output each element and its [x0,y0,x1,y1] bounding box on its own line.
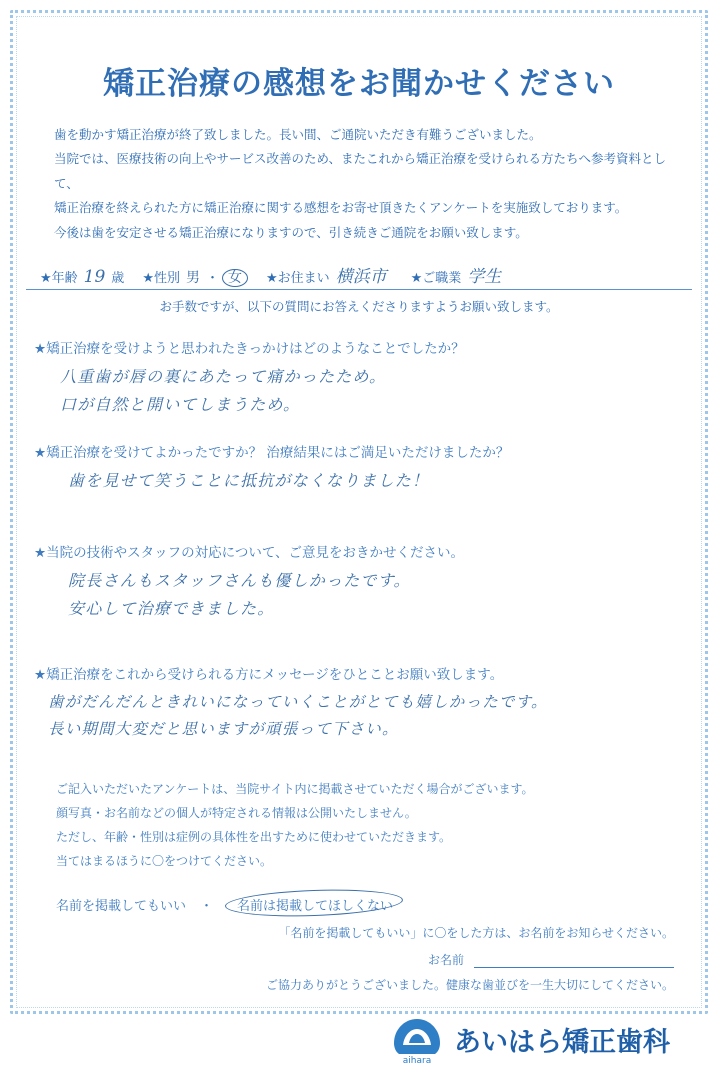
logo-mark-caption: aihara [402,1056,432,1066]
name-field-row [26,951,692,968]
occupation-value: 学生 [467,266,502,287]
age-label: ★年齢 [40,270,78,286]
privacy-note-4: 当てはまるほうに〇をつけてください。 [56,854,273,869]
respondent-profile-line [26,261,692,290]
intro-line-3: 矯正治療を終えられた方に矯正治療に関する感想をお寄せ頂きたくアンケートを実施致しております。 [54,200,628,216]
question-prompt-2: ★矯正治療を受けてよかったですか？ 治療結果にはご満足いただけましたか？ [34,444,510,461]
question-answer-3 [34,567,692,623]
name-publication-choice [26,893,692,916]
name-field-input[interactable] [474,956,674,968]
intro-line-4: 今後は歯を安定させる矯正治療になりますので、引き続きご通院をお願い致します。 [54,224,528,240]
gender-separator: ・ [205,270,219,286]
answer-2-line-1: 歯を見せて笑うことに抵抗がなくなりました！ [68,470,430,490]
intro-paragraph [26,123,692,245]
answer-4-line-1: 歯がだんだんときれいになっていくことがとても嬉しかったです。 [48,692,548,711]
intro-line-2: 当院では、医療技術の向上やサービス改善のため、またこれから矯正治療を受けられる方たちへ参考資料として、 [54,151,667,191]
privacy-notes [26,777,692,873]
answer-3-line-2: 安心して治療できました。 [68,598,275,618]
question-answer-4 [34,689,692,743]
age-value: 19 [83,266,106,287]
address-value: 横浜市 [335,266,387,287]
age-field [40,266,124,286]
tooth-arch-icon [390,1013,444,1065]
question-prompt-3: ★当院の技術やスタッフの対応について、ご意見をおきかせください。 [34,544,465,561]
question-prompt-1: ★矯正治療を受けようと思われたきっかけはどのようなことでしたか？ [34,340,465,357]
question-block-1 [26,337,692,419]
consent-separator: ・ [200,899,214,915]
clinic-name: あいはら矯正歯科 [454,1026,670,1058]
answer-1-line-2: 口が自然と開いてしまうため。 [60,394,301,414]
question-block-3 [26,541,692,623]
privacy-note-1: ご記入いただいたアンケートは、当院サイト内に掲載させていただく場合がございます。 [56,782,534,797]
question-answer-2 [34,467,692,495]
consent-option-yes[interactable]: 名前を掲載してもいい [56,899,187,915]
questionnaire-page [26,26,692,1066]
page-title: 矯正治療の感想をお聞かせください [103,66,615,102]
question-prompt-4: ★矯正治療をこれから受けられる方にメッセージをひとことお願い致します。 [34,666,504,683]
address-field [266,261,393,286]
age-unit: 歳 [111,270,125,286]
answer-4-line-2: 長い期間大変だと思いますが頑張って下さい。 [48,720,399,738]
name-field-label: お名前 [427,953,464,968]
consent-option-no-selected[interactable]: 名前は掲載してほしくない [227,893,403,916]
occupation-field [411,261,508,286]
answer-1-line-1: 八重歯が唇の裏にあたって痛かったため。 [60,366,387,386]
closing-note: ご協力ありがとうございました。健康な歯並びを一生大切にしてください。 [265,978,674,993]
gender-field [142,266,248,286]
gender-label: ★性別 [142,270,180,286]
occupation-label: ★ご職業 [410,270,462,286]
question-block-4 [26,663,692,743]
clinic-logo [26,1013,692,1065]
address-label: ★お住まい [265,270,330,286]
name-publication-instruction: 「名前を掲載してもいい」に〇をした方は、お名前をお知らせください。 [278,926,674,941]
question-answer-1 [34,363,692,419]
answer-3-line-1: 院長さんもスタッフさんも優しかったです。 [68,570,411,590]
gender-option-male[interactable]: 男 [185,269,200,286]
gender-option-female-selected[interactable]: 女 [222,269,248,287]
instruction-note: お手数ですが、以下の質問にお答えくださりますようお願い致します。 [159,298,559,314]
intro-line-1: 歯を動かす矯正治療が終了致しました。長い間、ご通院いただき有難うございました。 [54,127,542,142]
privacy-note-3: ただし、年齢・性別は症例の具体性を出すために使わせていただきます。 [56,830,452,845]
privacy-note-2: 顔写真・お名前などの個人が特定される情報は公開いたしません。 [56,806,417,821]
question-block-2 [26,441,692,495]
